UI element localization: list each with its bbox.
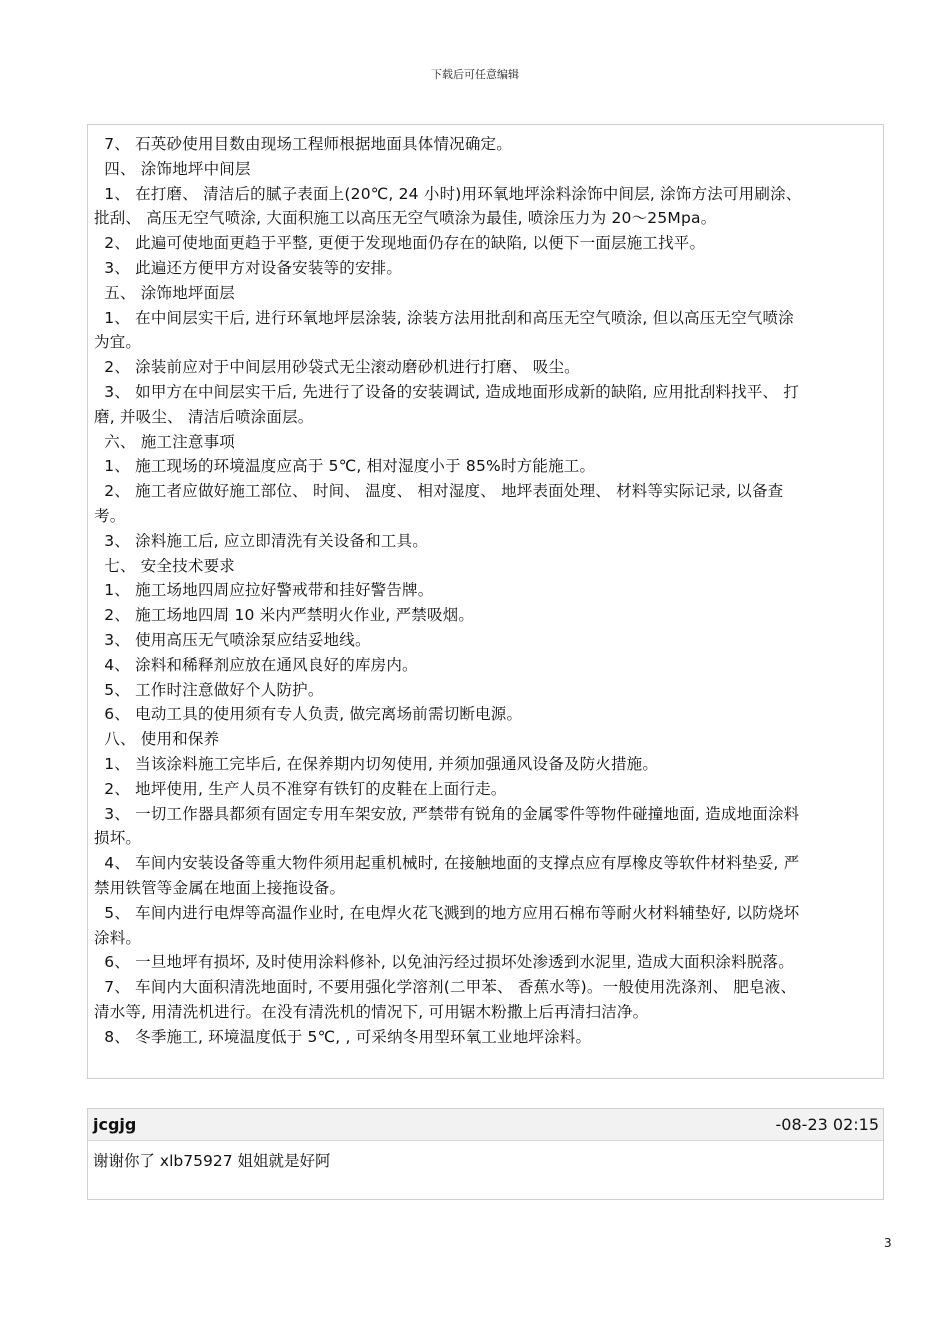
content-line: 磨, 并吸尘、 清洁后喷涂面层。 [94, 407, 314, 426]
content-line: 6、 一旦地坪有损坏, 及时使用涂料修补, 以免油污经过损坏处渗透到水泥里, 造成大面积涂料脱落。 [94, 953, 794, 972]
comment-user[interactable]: jcgjg [93, 1115, 137, 1134]
comment-text: 谢谢你了 xlb75927 姐姐就是好阿 [93, 1152, 331, 1170]
content-line: 3、 此遍还方便甲方对设备安装等的安排。 [94, 258, 403, 277]
content-line: 2、 施工者应做好施工部位、 时间、 温度、 相对湿度、 地坪表面处理、 材料等实际记录, 以备查 [94, 482, 784, 501]
content-line: 批刮、 高压无空气喷涂, 大面积施工以高压无空气喷涂为最佳, 喷涂压力为 20～25Mpa。 [94, 209, 717, 228]
content-line: 1、 在中间层实干后, 进行环氧地坪层涂装, 涂装方法用批刮和高压无空气喷涂, 但以高压无空气喷涂 [94, 308, 794, 327]
content-line: 6、 电动工具的使用须有专人负责, 做完离场前需切断电源。 [94, 705, 523, 724]
content-line: 7、 石英砂使用目数由现场工程师根据地面具体情况确定。 [94, 135, 512, 153]
content-line: 8、 冬季施工, 环境温度低于 5℃, , 可采纳冬用型环氧工业地坪涂料。 [94, 1027, 592, 1046]
content-line: 2、 施工场地四周 10 米内严禁明火作业, 严禁吸烟。 [94, 606, 475, 625]
content-line: 1、 当该涂料施工完毕后, 在保养期内切匆使用, 并须加强通风设备及防火措施。 [94, 754, 659, 773]
content-line: 5、 车间内进行电焊等高温作业时, 在电焊火花飞溅到的地方应用石棉布等耐火材料辅垫好, 以防烧坏 [94, 903, 800, 922]
content-line: 八、 使用和保养 [94, 730, 220, 749]
content-line: 5、 工作时注意做好个人防护。 [94, 680, 324, 699]
content-line: 清水等, 用清洗机进行。在没有清洗机的情况下, 可用锯木粉撒上后再清扫洁净。 [94, 1002, 649, 1021]
comment-header [88, 1109, 883, 1141]
content-line: 2、 涂装前应对于中间层用砂袋式无尘滚动磨砂机进行打磨、 吸尘。 [94, 358, 580, 377]
content-line: 3、 一切工作器具都须有固定专用车架安放, 严禁带有锐角的金属零件等物件碰撞地面, 造成地面涂料 [94, 804, 800, 823]
content-line: 1、 施工现场的环境温度应高于 5℃, 相对湿度小于 85%时方能施工。 [94, 457, 596, 476]
content-line: 1、 施工场地四周应拉好警戒带和挂好警告牌。 [94, 581, 434, 600]
content-line: 3、 如甲方在中间层实干后, 先进行了设备的安装调试, 造成地面形成新的缺陷, 应用批刮料找平、 打 [94, 382, 800, 401]
page-number: 3 [884, 1236, 892, 1250]
content-line: 3、 涂料施工后, 应立即清洗有关设备和工具。 [94, 531, 429, 550]
content-line: 2、 此遍可使地面更趋于平整, 更便于发现地面仍存在的缺陷, 以便下一面层施工找平。 [94, 234, 706, 253]
content-line: 损坏。 [94, 829, 142, 848]
content-line: 考。 [94, 506, 126, 525]
content-line: 1、 在打磨、 清洁后的腻子表面上(20℃, 24 小时)用环氧地坪涂料涂饰中间层, 涂饰方法可用刷涂、 [94, 184, 802, 203]
content-line: 7、 车间内大面积清洗地面时, 不要用强化学溶剂(二甲苯、 香蕉水等)。一般使用洗涤剂、 肥皂液、 [94, 978, 797, 997]
content-line: 3、 使用高压无气喷涂泵应结妥地线。 [94, 630, 371, 649]
content-line: 四、 涂饰地坪中间层 [94, 159, 251, 178]
content-box [87, 124, 884, 1079]
comment-time: -08-23 02:15 [775, 1115, 879, 1134]
content-line: 4、 涂料和稀释剂应放在通风良好的库房内。 [94, 655, 418, 674]
content-line: 六、 施工注意事项 [94, 432, 235, 451]
comment-box [87, 1108, 884, 1200]
content-line: 七、 安全技术要求 [94, 556, 235, 575]
content-line: 2、 地坪使用, 生产人员不准穿有铁钉的皮鞋在上面行走。 [94, 779, 507, 798]
page-header: 下载后可任意编辑 [431, 68, 519, 81]
content-line: 为宜。 [94, 333, 142, 352]
content-line: 五、 涂饰地坪面层 [94, 283, 235, 302]
content-line: 涂料。 [94, 928, 142, 947]
content-line: 禁用铁管等金属在地面上接拖设备。 [94, 878, 346, 897]
content-line: 4、 车间内安装设备等重大物件须用起重机械时, 在接触地面的支撑点应有厚橡皮等软件材料垫妥, 严 [94, 854, 800, 873]
